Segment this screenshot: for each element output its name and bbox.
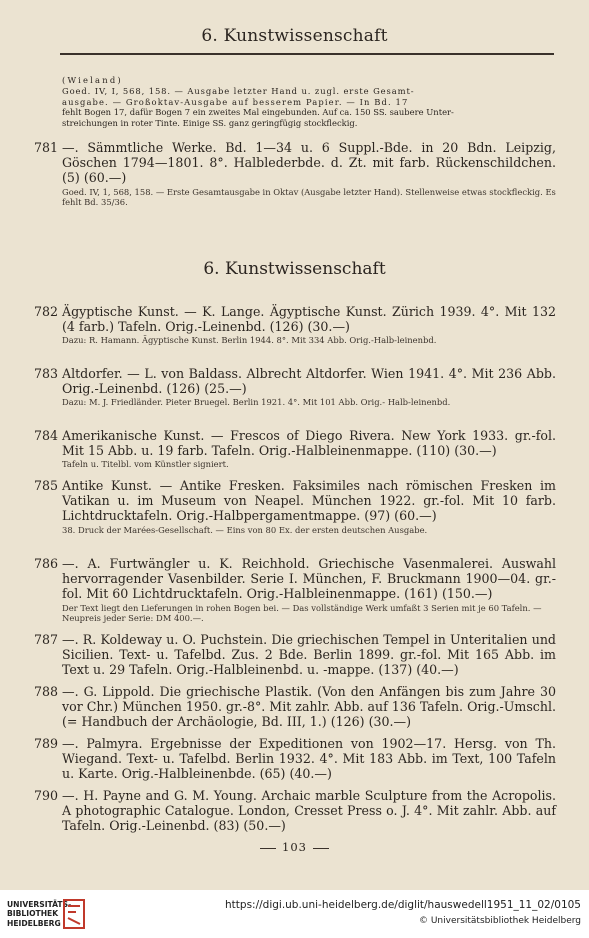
entry-number: 787 [34,632,59,647]
entry-text: —. G. Lippold. Die griechische Plastik. (Von den Anfängen bis zum Jahre 30 vor Chr.) München 1950. gr.-8°. Mit zahlr. Abb. auf 136 Tafeln. Orig.-Umschl. (= Handbuch der Archäologie, Bd. III, 1.) (126) (30.—) [62,684,556,730]
catalogue-entry-787 [34,632,556,678]
entry-text: Amerikanische Kunst. — Frescos of Diego Rivera. New York 1933. gr.-fol. Mit 15 Abb. u. 19 farb. Tafeln. Orig.-Halbleinenmappe. (110) (30.—) [62,428,556,459]
entry-text: Antike Kunst. — Antike Fresken. Faksimiles nach römischen Fresken im Vatikan u. im Museum von Neapel. München 1922. gr.-fol. Mit 10 farb. Lichtdrucktafeln. Orig.-Halbpergamentmappe. (97) (60.—) [62,478,556,524]
folio-dash [260,848,276,849]
entry-text: —. A. Furtwängler u. K. Reichhold. Griechische Vasenmalerei. Auswahl hervorragender Vasenbilder. Serie I. München, F. Bruckmann 1900—04. gr.-fol. Mit 60 Lichtdrucktafeln. Orig.-Halbleinenmappe. (161) (150.—) [62,556,556,602]
continuation-note [62,75,556,129]
page-number-value: 103 [282,840,307,854]
catalogue-entry-788 [34,684,556,730]
entry-number: 785 [34,478,59,493]
entry-note: Dazu: M. J. Friedländer. Pieter Bruegel. Berlin 1921. 4°. Mit 101 Abb. Orig.- Halb-leinenbd. [62,397,451,408]
entry-note: Tafeln u. Titelbl. vom Künstler signiert. [62,459,229,470]
catalogue-entry-790 [34,788,556,834]
continuation-line: streichungen in roter Tinte. Einige SS. ganz geringfügig stockfleckig. [62,118,358,129]
catalogue-entry-786 [34,556,556,624]
continuation-line: (Wieland) [62,75,123,85]
running-head: 6. Kunstwissenschaft [201,26,388,46]
section-title: 6. Kunstwissenschaft [203,259,386,279]
catalogue-entry-785 [34,478,556,535]
entry-number: 783 [34,366,59,381]
entry-number: 781 [34,140,59,155]
continuation-line: Goed. IV, I, 568, 158. — Ausgabe letzter Hand u. zugl. erste Gesamt- [62,85,415,96]
catalogue-entry-789 [34,736,556,782]
catalogue-entry-781 [34,140,556,208]
entry-text: Ägyptische Kunst. — K. Lange. Ägyptische Kunst. Zürich 1939. 4°. Mit 132 (4 farb.) Tafeln. Orig.-Leinenbd. (126) (30.—) [62,304,556,335]
entry-note: 38. Druck der Marées-Gesellschaft. — Eins von 80 Ex. der ersten deutschen Ausgabe. [62,524,428,535]
folio-dash [313,848,329,849]
head-rule [60,53,554,55]
entry-number: 789 [34,736,59,751]
entry-note: Der Text liegt den Lieferungen in rohen Bogen bei. — Das vollständige Werk umfaßt 3 Serien mit je 60 Tafeln. — Neupreis jeder Serie: DM 400.—. [62,602,542,624]
catalogue-entry-784 [34,428,556,470]
entry-text: —. Palmyra. Ergebnisse der Expeditionen von 1902—17. Hersg. von Th. Wiegand. Text- u. Tafelbd. Berlin 1932. 4°. Mit 183 Abb. im Text, 100 Tafeln u. Karte. Orig.-Halbleinenbde. (65) (40.—) [62,736,556,782]
continuation-line: ausgabe. — Großoktav-Ausgabe auf besserem Papier. — In Bd. 17 [62,96,409,107]
entry-note: Goed. IV, 1, 568, 158. — Erste Gesamtausgabe in Oktav (Ausgabe letzter Hand). Stellenweise etwas stockfleckig. Es fehlt Bd. 35/36. [62,186,556,208]
entry-text: —. Sämmtliche Werke. Bd. 1—34 u. 6 Suppl.-Bde. in 20 Bdn. Leipzig, Göschen 1794—1801. 8°. Halblederbde. d. Zt. mit farb. Rückenschildchen. (5) (60.—) [62,140,556,186]
viewer-footer [0,890,589,938]
entry-text: —. R. Koldeway u. O. Puchstein. Die griechischen Tempel in Unteritalien und Sicilien. Text- u. Tafelbd. Zus. 2 Bde. Berlin 1899. gr.-fol. Mit 165 Abb. im Text u. 29 Tafeln. Orig.-Halbleinenbd. u. -mappe. (137) (40.—) [62,632,556,678]
entry-number: 784 [34,428,59,443]
catalogue-entry-783 [34,366,556,408]
permalink-url[interactable]: https://digi.ub.uni-heidelberg.de/diglit/hauswedell1951_11_02/0105 [225,899,581,911]
entry-number: 788 [34,684,59,699]
entry-text: Altdorfer. — L. von Baldass. Albrecht Altdorfer. Wien 1941. 4°. Mit 236 Abb. Orig.-Leinenbd. (126) (25.—) [62,366,556,397]
library-name-line: UNIVERSITÄTS- [7,900,72,909]
catalogue-entry-782 [34,304,556,346]
entry-number: 790 [34,788,59,803]
library-name-line: HEIDELBERG [7,918,61,928]
library-name-line: BIBLIOTHEK [7,909,59,919]
library-logo-icon[interactable] [62,898,86,930]
entry-text: —. H. Payne and G. M. Young. Archaic marble Sculpture from the Acropolis. A photographic Catalogue. London, Cresset Press o. J. 4°. Mit zahlr. Abb. auf Tafeln. Orig.-Leinenbd. (83) (50.—) [62,788,556,834]
copyright-notice: © Universitätsbibliothek Heidelberg [418,916,581,926]
continuation-line: fehlt Bogen 17, dafür Bogen 7 ein zweites Mal eingebunden. Auf ca. 150 SS. saubere Unter- [62,107,454,118]
entry-number: 782 [34,304,59,319]
page-number [0,840,589,854]
entry-number: 786 [34,556,59,571]
entry-note: Dazu: R. Hamann. Ägyptische Kunst. Berlin 1944. 8°. Mit 334 Abb. Orig.-Halb-leinenbd. [62,335,437,346]
